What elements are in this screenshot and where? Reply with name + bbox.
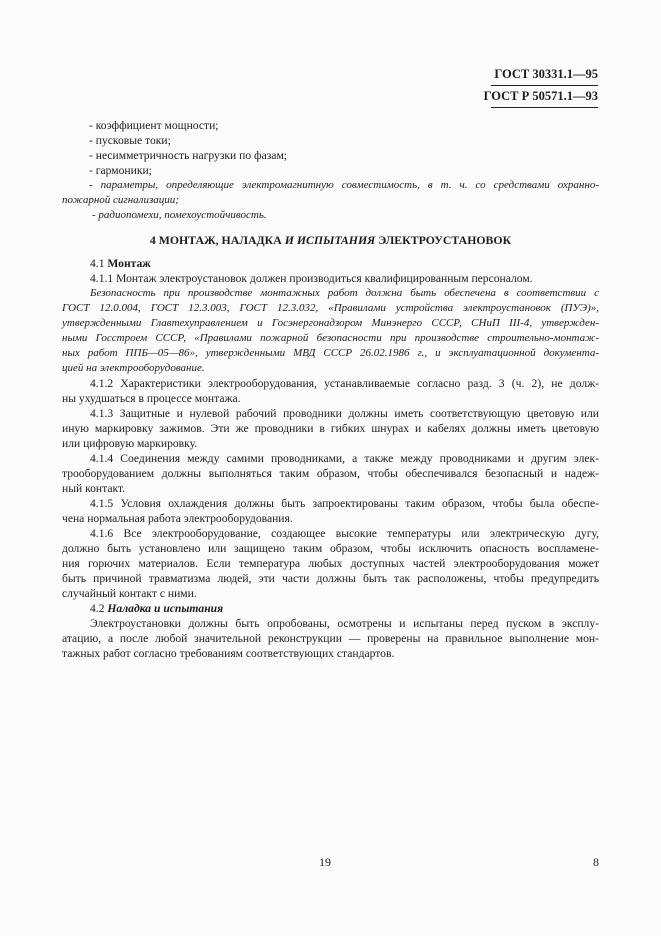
list-item: - несимметричность нагрузки по фазам;: [89, 149, 287, 162]
list-item: - коэффициент мощности;: [89, 119, 219, 132]
paragraph-4-1-3: 4.1.3 Защитные и нулевой рабочий проводники должны иметь соответствующую цветовую или иную маркировку зажимов. Эти же проводники в гибких шнурах и кабелях должны иметь цветовую или цифровую маркировку.: [62, 407, 599, 450]
document-body: [62, 118, 599, 661]
italic-paragraph-safety: Безопасность при производстве монтажных работ должна быть обеспечена в соответствии с ГОСТ 12.0.004, ГОСТ 12.3.003, ГОСТ 12.3.032, «Правилами устройства электроустановок (ПУЭ)», утвержденными Главтехуправлением и Госэнергонадзором Минэнерго СССР, СНиП III-4, утвержден- ными Госстроем СССР, «Правилами пожарной безопасности при производстве строительно-монтаж- ных работ ППБ—05—86», утвержденными МВД СССР 26.02.1986 г., и эксплуатационной документа- цией на электрооборудование.: [62, 287, 599, 374]
paragraph-4-2: Электроустановки должны быть опробованы, осмотрены и испытаны перед пуском в эксплу- атацию, а после любой значительной реконструкции — проверены на правильное выполнение мон- тажных работ согласно требованиям соответствующих стандартов.: [62, 617, 599, 660]
paragraph-4-1-5: 4.1.5 Условия охлаждения должны быть запроектированы таким образом, чтобы была обеспе- чена нормальная работа электрооборудования.: [62, 497, 599, 525]
subsection-heading-4-1: 4.1 Монтаж: [90, 257, 151, 270]
paragraph-4-1-6: 4.1.6 Все электрооборудование, создающее высокие температуры или электрическую дугу, должно быть установлено или защищено таким образом, чтобы исключить опасность воспламене- ния горючих материалов. Если температура любых доступных частей электрооборудования может быть причиной травматизма людей, эти части должны быть так расположены, чтобы предупредить случайный контакт с ними.: [62, 527, 599, 600]
list-item: - пусковые токи;: [89, 134, 171, 147]
paragraph-4-1-2: 4.1.2 Характеристики электрооборудования, устанавливаемые согласно разд. 3 (ч. 2), не долж- ны ухудшаться в процессе монтажа.: [62, 377, 599, 405]
parameter-list: [62, 118, 599, 223]
page-number-right: 8: [593, 855, 599, 869]
list-item: - параметры, определяющие электромагнитную совместимость, в т. ч. со средствами охранно-: [89, 179, 599, 191]
list-item-continuation: пожарной сигнализации;: [62, 194, 179, 206]
paragraph-4-1-4: 4.1.4 Соединения между самими проводниками, а также между проводниками и другим элек- трооборудованием должны выполняться таким образом, чтобы обеспечивался безопасный и надеж- ный контакт.: [62, 452, 599, 495]
header-divider: [491, 107, 598, 108]
header-divider: [491, 85, 598, 86]
list-item: - гармоники;: [89, 164, 152, 177]
section-title: 4 МОНТАЖ, НАЛАДКА И ИСПЫТАНИЯ ЭЛЕКТРОУСТАНОВОК: [149, 233, 512, 247]
paragraph-4-1-1: 4.1.1 Монтаж электроустановок должен производиться квалифицированным персоналом.: [90, 272, 533, 285]
list-item: - радиопомехи, помехоустойчивость.: [92, 209, 267, 221]
standard-number-1: ГОСТ 30331.1—95: [494, 67, 598, 81]
page-number-center: 19: [319, 855, 331, 869]
subsection-heading-4-2: 4.2 Наладка и испытания: [90, 602, 224, 615]
standard-number-2: ГОСТ Р 50571.1—93: [483, 89, 598, 103]
